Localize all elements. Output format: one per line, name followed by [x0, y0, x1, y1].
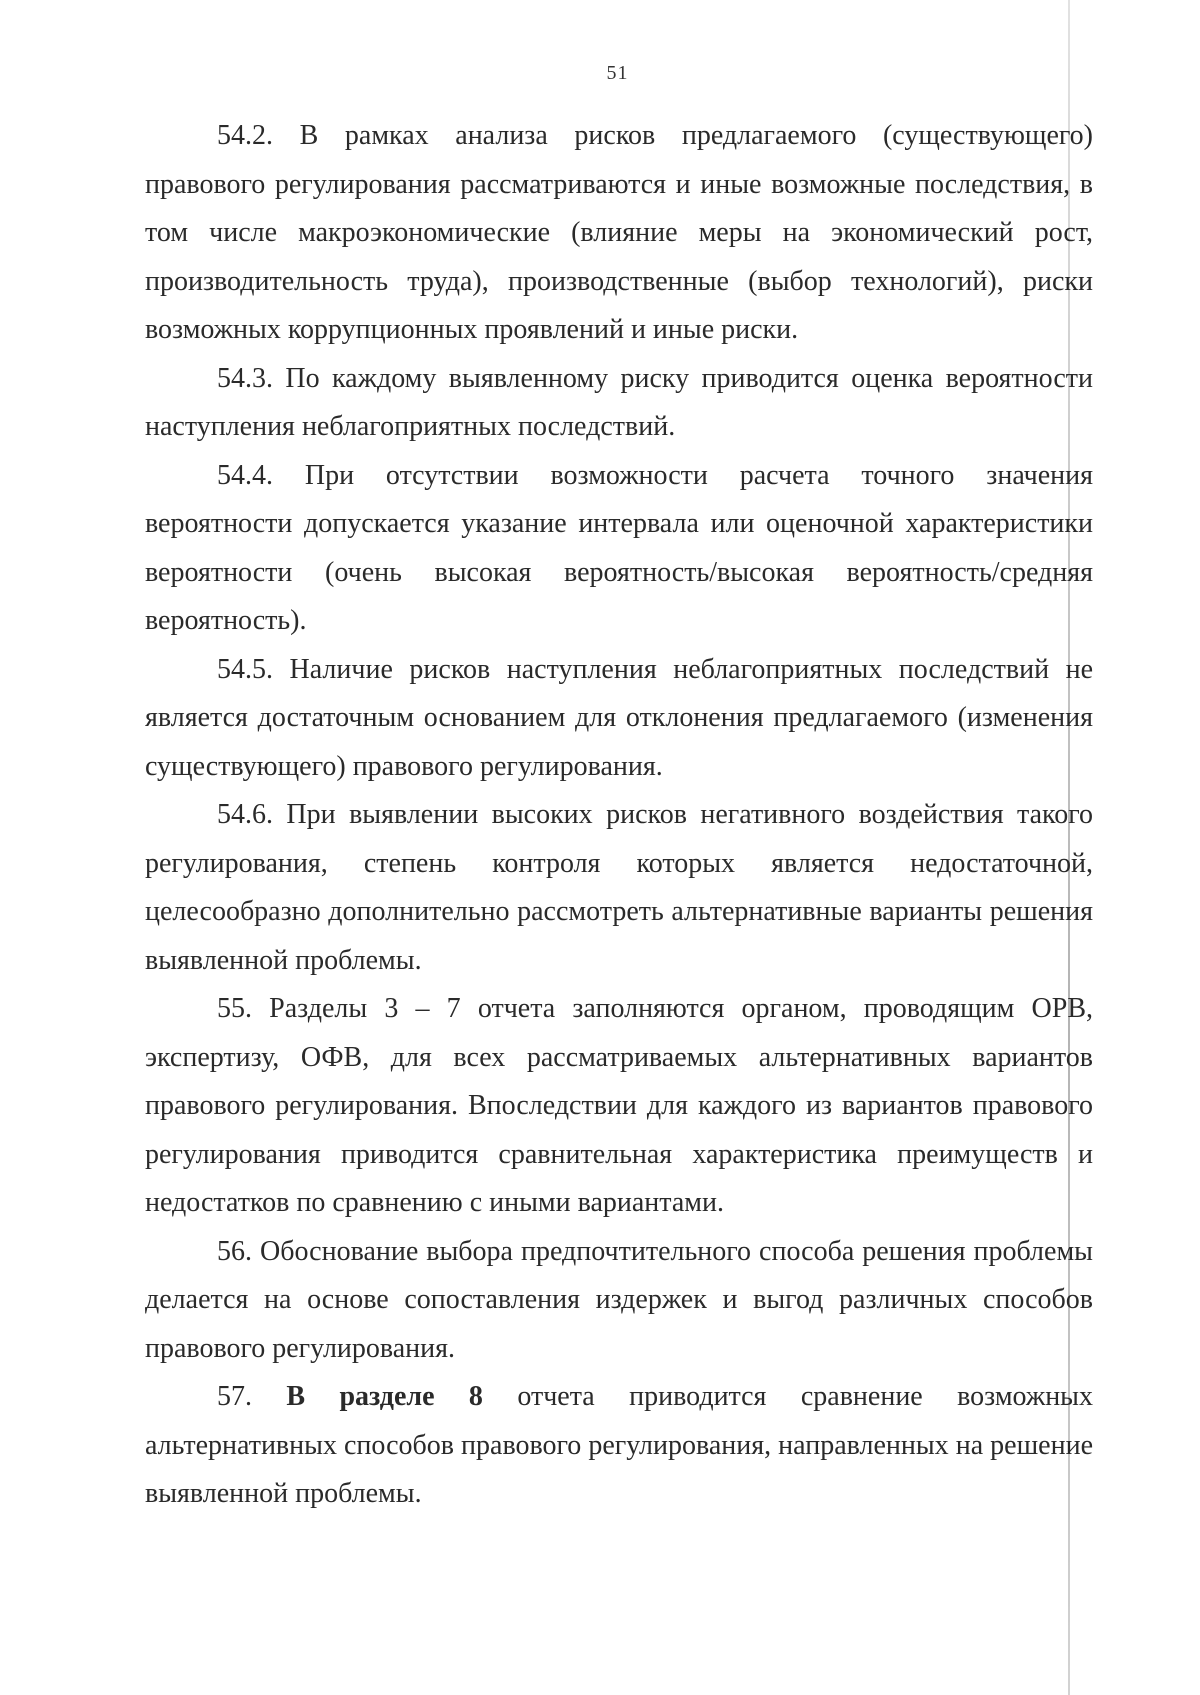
paragraph-57-bold-section: В разделе 8: [286, 1381, 483, 1412]
paragraph-54-2: 54.2. В рамках анализа рисков предлагаемого (существующего) правового регулирования рассматриваются и иные возможные последствия, в том числе макроэкономические (влияние меры на экономический рост, производительность труда), производственные (выбор технологий), риски возможных коррупционных проявлений и иные риски.: [145, 120, 1093, 345]
document-body: [145, 112, 1093, 1519]
paragraph-55: 55. Разделы 3 – 7 отчета заполняются органом, проводящим ОРВ, экспертизу, ОФВ, для всех рассматриваемых альтернативных вариантов правового регулирования. Впоследствии для каждого из вариантов правового регулирования приводится сравнительная характеристика преимуществ и недостатков по сравнению с иными вариантами.: [145, 993, 1093, 1218]
paragraph-54-3: 54.3. По каждому выявленному риску приводится оценка вероятности наступления неблагоприятных последствий.: [145, 362, 1093, 442]
paragraph-54-5: 54.5. Наличие рисков наступления неблагоприятных последствий не является достаточным основанием для отклонения предлагаемого (изменения существующего) правового регулирования.: [145, 653, 1093, 782]
paragraph-54-6: 54.6. При выявлении высоких рисков негативного воздействия такого регулирования, степень контроля которых является недостаточной, целесообразно дополнительно рассмотреть альтернативные варианты решения выявленной проблемы.: [145, 799, 1093, 976]
page-number: 51: [606, 62, 629, 84]
paragraph-57-number: 57.: [217, 1381, 252, 1412]
paragraph-54-4: 54.4. При отсутствии возможности расчета точного значения вероятности допускается указание интервала или оценочной характеристики вероятности (очень высокая вероятность/высокая вероятность/средняя вероятность).: [145, 459, 1093, 636]
paragraph-56: 56. Обоснование выбора предпочтительного способа решения проблемы делается на основе сопоставления издержек и выгод различных способов правового регулирования.: [145, 1235, 1093, 1364]
paragraph-57-text: отчета приводится сравнение возможных альтернативных способов правового регулирования, направленных на решение выявленной проблемы.: [145, 1381, 1093, 1509]
paragraph-57: [145, 1373, 1093, 1519]
